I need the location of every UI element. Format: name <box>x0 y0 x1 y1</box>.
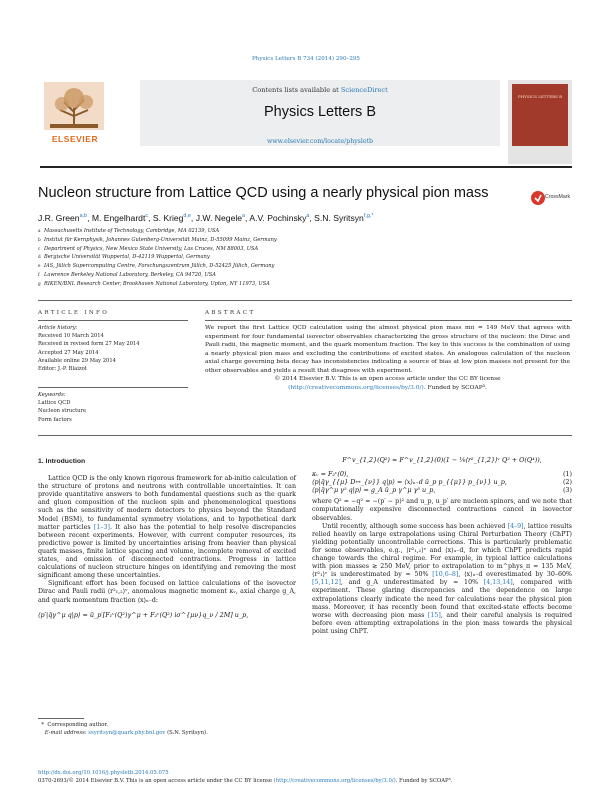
author[interactable]: M. Engelhardt$^c$ <box>91 212 149 223</box>
right-column <box>312 456 572 636</box>
elsevier-logo <box>40 80 110 146</box>
history-label: Article history: <box>38 325 78 331</box>
footnote <box>38 722 296 737</box>
page-bottom <box>38 770 572 785</box>
footnote-rule <box>38 718 84 719</box>
affiliation-item: f Lawrence Berkeley National Laboratory, Berkeley, CA 94720, USA <box>38 271 216 278</box>
citation-link[interactable]: [5,11,12] <box>312 579 341 587</box>
journal-masthead <box>40 80 572 164</box>
affiliation-item: b Institut für Kernphysik, Johannes Gutenberg-Universität Mainz, D-55099 Mainz, Germany <box>38 236 277 243</box>
equation-3: ⟨p|q̄γ^μ γ⁵ q|p⟩ = g_A ū_p γ^μ γ⁵ u_p, (3) <box>312 486 572 495</box>
bottom-license-link[interactable]: (http://creativecommons.org/licenses/by/3.0/) <box>273 777 396 784</box>
author[interactable]: S.N. Syritsyn$^{f,g,*}$ <box>314 212 374 223</box>
contents-line: Contents lists available at ScienceDirect <box>252 86 388 94</box>
cover-title: PHYSICS LETTERS B <box>518 94 563 99</box>
author-list: J.R. Green$^{a,b}$, M. Engelhardt$^c$, S. Krieg$^{d,e}$, J.W. Negele$^a$, A.V. Pochinsky$^a$, S.N. Syritsyn$^{f,g,*}$ <box>38 212 374 223</box>
affiliation-item: a Massachusetts Institute of Technology, Cambridge, MA 02139, USA <box>38 228 220 234</box>
left-column <box>38 458 296 619</box>
equation-expansion: F^v_{1,2}(Q²) ≈ F^v_{1,2}(0)(1 − ⅙⟨r²_{1,2}⟩ᵛ Q² + O(Q⁴)), <box>342 456 542 464</box>
equation-2: ⟨p|q̄γ_{{μ} D↔_{ν}} q|p⟩ = ⟨x⟩ᵤ₋d ū_p p_{{μ}} p_{ν}} u_p, (2) <box>312 478 572 487</box>
intro-paragraph: Significant effort has been focused on lattice calculations of the isovector Dirac and Pauli radii ⟨r²₁,₂⟩ᵛ, anomalous magnetic moment κᵥ, axial charge g_A, and quark momentum fraction ⟨x⟩ᵤ₋d: <box>38 580 296 604</box>
author[interactable]: J.W. Negele$^a$ <box>195 212 246 223</box>
section-heading: 1. Introduction <box>38 458 86 465</box>
crossmark-label: CrossMark <box>545 194 571 200</box>
journal-cover-image <box>508 80 572 164</box>
citation-link[interactable]: [4,13,14] <box>483 579 513 587</box>
license-link[interactable]: (http://creativecommons.org/licenses/by/3.0/) <box>288 384 424 391</box>
keyword-item: Form factors <box>38 416 72 423</box>
keywords-rule <box>38 387 188 388</box>
journal-name: Physics Letters B <box>263 104 376 120</box>
affiliations <box>38 227 558 289</box>
abstract-rule <box>205 320 572 321</box>
front-matter-divider <box>38 300 572 301</box>
abstract-body <box>205 324 570 392</box>
article-info-rule <box>38 320 188 321</box>
history-item: Received 10 March 2014 <box>38 333 104 340</box>
history-item: Available online 29 May 2014 <box>38 357 116 364</box>
email-link[interactable]: ssyritsyn@quark.phy.bnl.gov <box>88 729 166 736</box>
journal-homepage-link[interactable]: www.elsevier.com/locate/physletb <box>267 138 373 145</box>
cover-panel <box>512 84 568 146</box>
article-info-heading: ARTICLE INFO <box>38 310 110 316</box>
affiliation-item: d Bergische Universität Wuppertal, D-42119 Wuppertal, Germany <box>38 254 210 261</box>
keyword-item: Nucleon structure <box>38 408 87 415</box>
equation-matrix-element: ⟨p′|q̄γ^μ q|p⟩ = ū_p′[F₁ᵛ(Q²)γ^μ + F₂ᵛ(Q²) iσ^{μν}q_ν / 2M] u_p, <box>38 610 249 619</box>
author[interactable]: A.V. Pochinsky$^a$ <box>249 212 310 223</box>
history-item: Received in revised form 27 May 2014 <box>38 341 140 348</box>
affiliation-item: g RIKEN/BNL Research Center, Brookhaven National Laboratory, Upton, NY 11973, USA <box>38 280 270 287</box>
crossmark-badge[interactable] <box>530 188 570 210</box>
author[interactable]: S. Krieg$^{d,e}$ <box>152 212 191 223</box>
equation-1: κᵥ = F₂ᵛ(0), (1) <box>312 470 572 479</box>
body-paragraph: Until recently, although some success has been achieved [4–9], lattice results relied heavily on large extrapolations using Chiral Perturbation Theory (ChPT) yielding potentially uncontrollable corrections. This is particularly problematic for some observables, e.g., ⟨r²₁,₂⟩ᵛ and ⟨x⟩ᵤ₋d, for which ChPT predicts rapid change towards the chiral regime. For example, in typical lattice calculations with pion masses ≳ 250 MeV, prior to extrapolation to m^phys_π ≈ 135 MeV, ⟨r²₁⟩ᵛ is underestimated by ≈ 50% [10,6–8], ⟨x⟩ᵤ₋d overestimated by 30–60% [5,11,12], and g_A underestimated by ≈ 10% [4,13,14], compared with experiment. These glaring discrepancies and the dependence on large extrapolations clearly indicate the need for calculations near the physical pion mass. Moreover, it has recently been found that excited-state effects become worse with decreasing pion mass [15], and their careful analysis is required before even attempting extrapolations in the pion mass towards the physical point using ChPT. <box>312 522 572 635</box>
keyword-item: Lattice QCD <box>38 400 71 407</box>
article-title: Nucleon structure from Lattice QCD using a nearly physical pion mass <box>38 185 489 201</box>
history-item: Editor: J.-P. Blaizot <box>38 366 87 373</box>
citation-link[interactable]: [1–3] <box>93 523 110 531</box>
citation-link[interactable]: [15] <box>427 611 441 619</box>
citation-link[interactable]: [10,6–8] <box>432 571 459 579</box>
abstract-bottom-divider <box>38 435 572 436</box>
footnote-email: E-mail address: ssyritsyn@quark.phy.bnl.gov (S.N. Syritsyn). <box>44 729 208 736</box>
author[interactable]: J.R. Green$^{a,b}$ <box>38 212 88 223</box>
body-paragraph: where Q² = −q² = −(p′ − p)² and u_p, u_p′ are nucleon spinors, and we note that computationally expensive disconnected contractions cancel in isovector observables. <box>312 498 572 522</box>
keywords-block <box>38 391 188 424</box>
footnote-corresponding: * Corresponding author. <box>41 722 109 728</box>
doi-link[interactable]: http://dx.doi.org/10.1016/j.physletb.2014.05.075 <box>38 770 169 776</box>
article-history <box>38 324 188 373</box>
history-item: Accepted 27 May 2014 <box>38 349 99 356</box>
journal-reference[interactable]: Physics Letters B 734 (2014) 290–295 <box>252 56 360 62</box>
publisher-logo-text: ELSEVIER <box>51 134 99 144</box>
abstract-license: © 2014 Elsevier B.V. This is an open access article under the CC BY license (http://creativecommons.org/licenses/by/3.0/). Funded by SCOAP³. <box>274 376 501 391</box>
abstract-heading: ABSTRACT <box>205 310 256 316</box>
intro-paragraph: Lattice QCD is the only known rigorous framework for ab-initio calculation of the structure of protons and neutrons with controllable uncertainties. It can provide quantitative answers to both fundamental questions such as the quark and gluon composition of the nucleon spin and phenomenological questions such as the sensitivity of modern detectors to physics beyond the Standard Model (BSM), to fundamental symmetry violations, and to hypothetical dark matter particles [1–3]. It also has the potential to help resolve discrepancies between recent experiments. However, with current computer resources, its predictive power is limited by uncertainties arising from heavier than physical quark masses, finite lattice spacing and volume, incomplete removal of excited states, and omission of disconnected contractions. Progress in lattice calculations of nucleon structure hinges on identifying and removing the most significant among these uncertainties. <box>38 475 296 580</box>
affiliation-item: c Department of Physics, New Mexico State University, Las Cruces, NM 88003, USA <box>38 245 259 252</box>
masthead-divider <box>40 166 572 168</box>
abstract-paragraph: We report the first Lattice QCD calculation using the almost physical pion mass mπ = 149 MeV that agrees with experiment for four fundamental isovector observables characterizing the gross structure of the nucleon: the Dirac and Pauli radii, the magnetic moment, and the quark momentum fraction. The key to this success is the combination of using a nearly physical pion mass and excluding the contributions of excited states. An analogous calculation of the nucleon axial charge governing beta decay has inconsistencies indicating a source of bias at low pion masses not present for the other observables and yields a result that disagrees with experiment. <box>205 325 570 374</box>
citation-link[interactable]: [4–9] <box>507 522 524 530</box>
sciencedirect-link[interactable]: ScienceDirect <box>340 86 388 94</box>
copyright-line: 0370-2693/© 2014 Elsevier B.V. This is an open access article under the CC BY license (http://creativecommons.org/licenses/by/3.0/). Funded by SCOAP³. <box>38 777 453 784</box>
affiliation-item: e IAS, Jülich Supercomputing Centre, Forschungszentrum Jülich, D-52425 Jülich, Germany <box>38 263 275 270</box>
journal-header-box <box>140 80 500 146</box>
keywords-label: Keywords: <box>38 392 66 398</box>
